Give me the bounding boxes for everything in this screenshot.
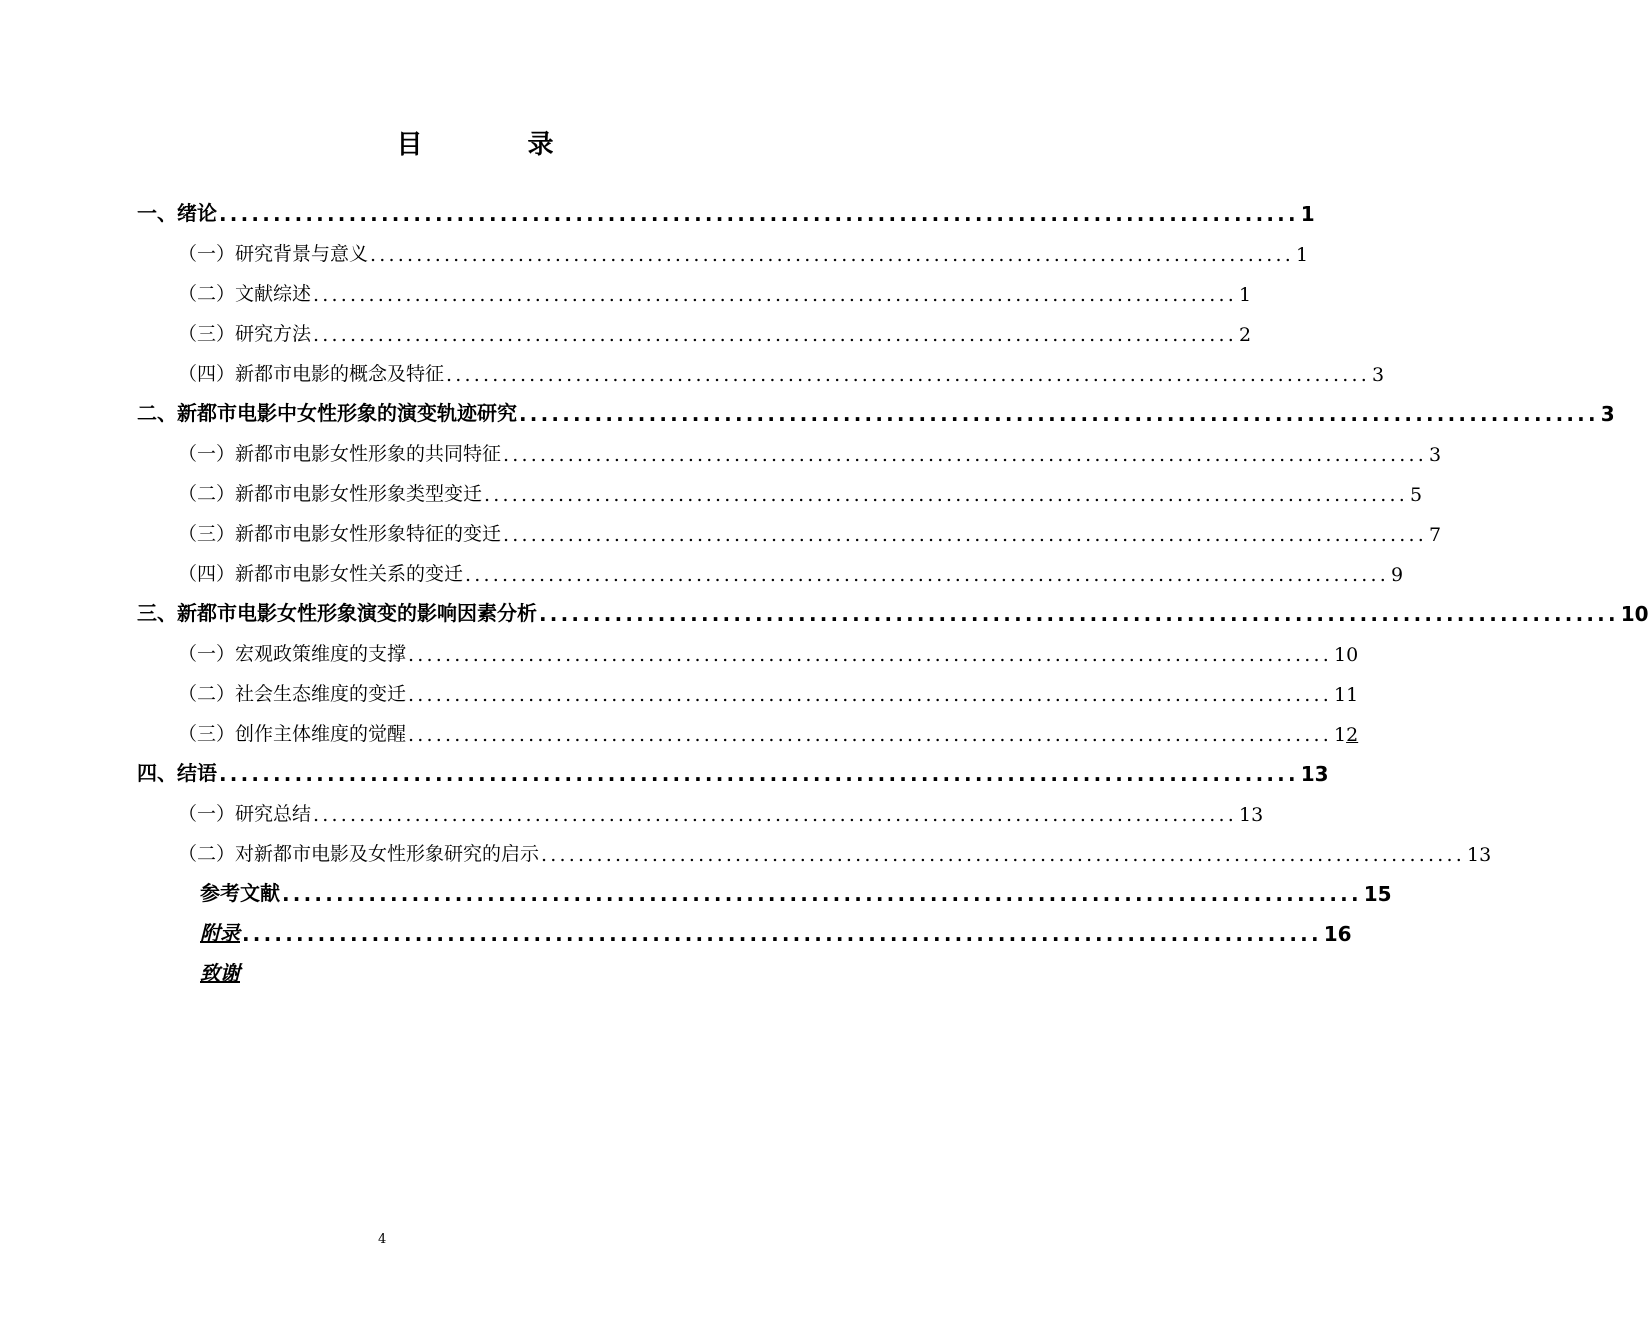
toc-label: 研究背景与意义: [235, 243, 369, 265]
toc-page-number: 2: [1239, 324, 1252, 346]
toc-page-number: 11: [1334, 684, 1359, 706]
dot-leader: ....................................................................................................: [519, 402, 1599, 426]
toc-label: 新都市电影女性形象演变的影响因素分析: [177, 601, 537, 625]
dot-leader: ....................................................................................................: [539, 602, 1619, 626]
toc-entry-2-2[interactable]: [178, 476, 1423, 506]
toc-label: 新都市电影女性关系的变迁: [235, 563, 464, 585]
toc-number: （一）: [178, 243, 236, 265]
toc-label: 文献综述: [235, 283, 312, 305]
dot-leader: ....................................................................................................: [313, 804, 1237, 826]
toc-entry-4-2[interactable]: [178, 836, 1492, 866]
toc-entry-1-1[interactable]: [178, 236, 1309, 266]
toc-page-number: 1: [1300, 202, 1315, 226]
toc-entry-1-2[interactable]: [178, 276, 1252, 306]
toc-page-number: 3: [1429, 444, 1442, 466]
dot-leader: ....................................................................................................: [313, 324, 1237, 346]
toc-label: 社会生态维度的变迁: [235, 683, 407, 705]
toc-page-number: 13: [1239, 804, 1264, 826]
dot-leader: ....................................................................................................: [408, 724, 1332, 746]
toc-page-number: [1334, 724, 1358, 746]
toc-entry-3-2[interactable]: [178, 676, 1359, 706]
toc-page-number: 1: [1296, 244, 1309, 266]
toc-number: 一、: [137, 201, 177, 225]
toc-number: （一）: [178, 643, 236, 665]
toc-page-number: 5: [1410, 484, 1423, 506]
dot-leader: ....................................................................................................: [219, 762, 1299, 786]
toc-entry-2-3[interactable]: [178, 516, 1442, 546]
toc-page-number: 16: [1323, 922, 1352, 946]
toc-entry-3-1[interactable]: [178, 636, 1359, 666]
toc-entry-2-1[interactable]: [178, 436, 1442, 466]
toc-number: （三）: [178, 523, 236, 545]
toc-number: （一）: [178, 803, 236, 825]
dot-leader: ....................................................................................................: [503, 444, 1427, 466]
toc-number: （三）: [178, 723, 236, 745]
toc-entry-section-3[interactable]: [137, 596, 1649, 626]
toc-page-number: 1: [1239, 284, 1252, 306]
toc-number: （一）: [178, 443, 236, 465]
toc-entry-section-1[interactable]: [137, 196, 1315, 226]
toc-label: 新都市电影女性形象特征的变迁: [235, 523, 502, 545]
dot-leader: ....................................................................................................: [465, 564, 1389, 586]
toc-label: 新都市电影女性形象类型变迁: [235, 483, 483, 505]
toc-label: 新都市电影女性形象的共同特征: [235, 443, 502, 465]
toc-label: 附录: [200, 921, 240, 945]
dot-leader: ....................................................................................................: [219, 202, 1299, 226]
toc-entry-references[interactable]: [200, 876, 1392, 906]
toc-entry-section-2[interactable]: [137, 396, 1615, 426]
toc-entry-2-4[interactable]: [178, 556, 1404, 586]
toc-label: 参考文献: [200, 881, 280, 905]
toc-page-number: 10: [1334, 644, 1359, 666]
dot-leader: ....................................................................................................: [408, 684, 1332, 706]
toc-page-number: 3: [1372, 364, 1385, 386]
toc-page-digit: 1: [1334, 724, 1347, 746]
toc-number: 四、: [137, 761, 177, 785]
toc-entry-acknowledgements[interactable]: [200, 956, 850, 986]
page-title: 目 录: [396, 130, 602, 160]
toc-number: （二）: [178, 283, 236, 305]
toc-number: （三）: [178, 323, 236, 345]
toc-label: 新都市电影中女性形象的演变轨迹研究: [177, 401, 517, 425]
toc-label: 研究总结: [235, 803, 312, 825]
toc-label: 致谢: [200, 961, 240, 985]
toc-entry-1-4[interactable]: [178, 356, 1385, 386]
toc-number: （四）: [178, 363, 236, 385]
page-number: 4: [378, 1232, 387, 1247]
toc-label: 研究方法: [235, 323, 312, 345]
toc-number: （二）: [178, 483, 236, 505]
toc-label: 新都市电影的概念及特征: [235, 363, 445, 385]
toc-entry-section-4[interactable]: [137, 756, 1329, 786]
toc-entry-3-3[interactable]: [178, 716, 1359, 746]
toc-label: 结语: [177, 761, 217, 785]
dot-leader: ....................................................................................................: [446, 364, 1370, 386]
toc-page-number: 15: [1363, 882, 1392, 906]
toc-page-number: 7: [1429, 524, 1442, 546]
toc-page-number: 13: [1300, 762, 1329, 786]
toc-entry-1-3[interactable]: [178, 316, 1252, 346]
toc-number: （二）: [178, 683, 236, 705]
dot-leader: ....................................................................................................: [484, 484, 1408, 506]
toc-entry-4-1[interactable]: [178, 796, 1264, 826]
toc-entry-appendix[interactable]: [200, 916, 1352, 946]
dot-leader: ....................................................................................................: [313, 284, 1237, 306]
toc-number: 二、: [137, 401, 177, 425]
dot-leader: ....................................................................................................: [408, 644, 1332, 666]
dot-leader: ....................................................................................................: [370, 244, 1294, 266]
toc-page-digit-underlined: 2: [1346, 724, 1359, 746]
dot-leader: ....................................................................................................: [541, 844, 1465, 866]
dot-leader: ....................................................................................................: [503, 524, 1427, 546]
dot-leader: ....................................................................................................: [282, 882, 1362, 906]
toc-page-number: 10: [1620, 602, 1649, 626]
toc-page-number: 13: [1467, 844, 1492, 866]
toc-page-number: 3: [1600, 402, 1615, 426]
toc-label: 对新都市电影及女性形象研究的启示: [235, 843, 540, 865]
toc-number: （二）: [178, 843, 236, 865]
toc-label: 绪论: [177, 201, 217, 225]
toc-page-number: 9: [1391, 564, 1404, 586]
toc-label: 创作主体维度的觉醒: [235, 723, 407, 745]
toc-label: 宏观政策维度的支撑: [235, 643, 407, 665]
toc-number: 三、: [137, 601, 177, 625]
dot-leader: ....................................................................................................: [242, 922, 1322, 946]
toc-number: （四）: [178, 563, 236, 585]
